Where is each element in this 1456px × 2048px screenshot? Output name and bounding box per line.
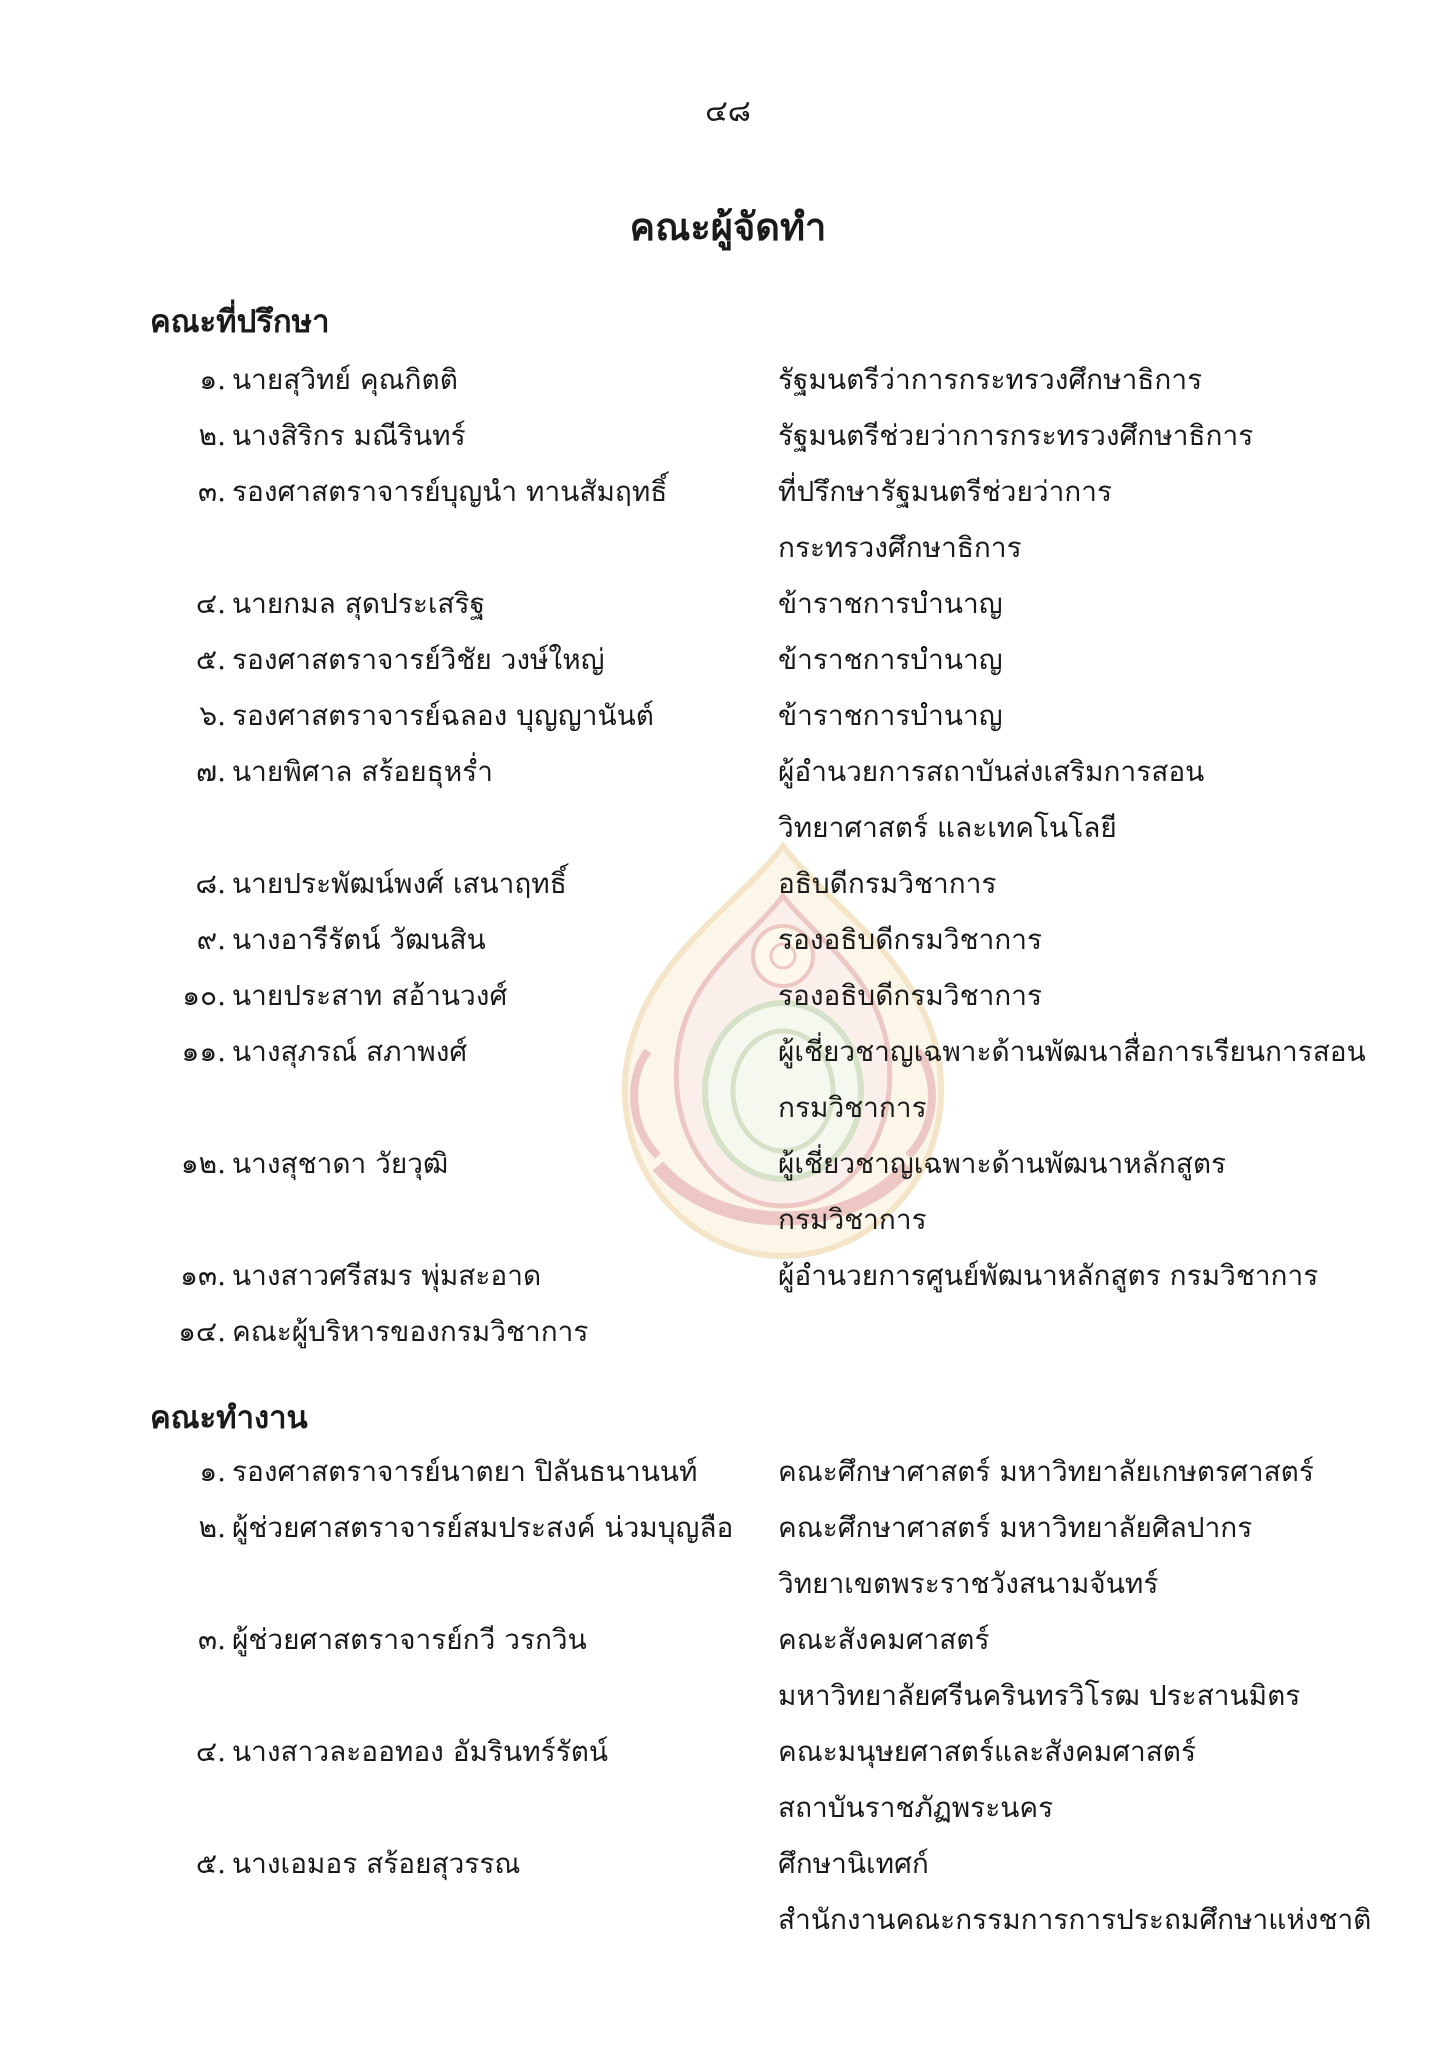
member-position: คณะศึกษาศาสตร์ มหาวิทยาลัยเกษตรศาสตร์ <box>778 1455 1314 1488</box>
working-group-row <box>0 1730 1456 1782</box>
member-name: นางสิริกร มณีรินทร์ <box>232 419 466 452</box>
member-name: คณะผู้บริหารของกรมวิชาการ <box>232 1315 589 1348</box>
advisor-row-continuation <box>0 1198 1456 1250</box>
working-group-row-continuation <box>0 1674 1456 1726</box>
advisor-row <box>0 1310 1456 1362</box>
member-position: ผู้อำนวยการสถาบันส่งเสริมการสอน <box>778 755 1205 788</box>
advisor-row <box>0 974 1456 1026</box>
item-number: ๓. <box>197 1623 226 1656</box>
member-name: นางสุภรณ์ สภาพงศ์ <box>232 1035 468 1068</box>
working-group-row-continuation <box>0 1786 1456 1838</box>
member-position: รัฐมนตรีว่าการกระทรวงศึกษาธิการ <box>778 363 1203 396</box>
advisor-row <box>0 918 1456 970</box>
member-position: ข้าราชการบำนาญ <box>778 643 1003 676</box>
item-number: ๑๓. <box>180 1259 226 1292</box>
advisor-row <box>0 694 1456 746</box>
page-title: คณะผู้จัดทำ <box>629 204 827 249</box>
working-group-row-continuation <box>0 1562 1456 1614</box>
item-number: ๒. <box>198 419 226 452</box>
item-number: ๑. <box>199 363 226 396</box>
working-group-row-continuation <box>0 1898 1456 1950</box>
item-number: ๑๑. <box>181 1035 226 1068</box>
advisor-row <box>0 358 1456 410</box>
advisor-row <box>0 638 1456 690</box>
member-name: รองศาสตราจารย์นาตยา ปิลันธนานนท์ <box>232 1455 698 1488</box>
working-group-row <box>0 1450 1456 1502</box>
item-number: ๒. <box>198 1511 226 1544</box>
member-position: อธิบดีกรมวิชาการ <box>778 867 997 900</box>
advisor-row <box>0 862 1456 914</box>
member-name: นางอารีรัตน์ วัฒนสิน <box>232 923 486 956</box>
working-group-row <box>0 1842 1456 1894</box>
advisor-row-continuation <box>0 526 1456 578</box>
member-position: รองอธิบดีกรมวิชาการ <box>778 923 1043 956</box>
advisor-row <box>0 750 1456 802</box>
member-name: ผู้ช่วยศาสตราจารย์กวี วรกวิน <box>232 1623 587 1656</box>
member-name: นางสาวละออทอง อัมรินทร์รัตน์ <box>232 1735 609 1768</box>
member-name: นายพิศาล สร้อยธุหร่ำ <box>232 755 493 788</box>
advisor-row <box>0 470 1456 522</box>
advisor-row-continuation <box>0 806 1456 858</box>
member-position-line2: วิทยาเขตพระราชวังสนามจันทร์ <box>778 1567 1159 1600</box>
member-name: รองศาสตราจารย์วิชัย วงษ์ใหญ่ <box>232 643 605 676</box>
item-number: ๔. <box>195 587 226 620</box>
section-heading-working-group: คณะทำงาน <box>150 1400 308 1436</box>
member-position-line2: กรมวิชาการ <box>778 1091 927 1124</box>
member-position-line2: มหาวิทยาลัยศรีนครินทรวิโรฒ ประสานมิตร <box>778 1679 1301 1712</box>
member-name: รองศาสตราจารย์ฉลอง บุญญานันต์ <box>232 699 654 732</box>
advisor-row <box>0 1030 1456 1082</box>
member-position: ศึกษานิเทศก์ <box>778 1847 929 1880</box>
member-position: ผู้เชี่ยวชาญเฉพาะด้านพัฒนาสื่อการเรียนการสอน <box>778 1035 1366 1068</box>
advisor-row-continuation <box>0 1086 1456 1138</box>
advisor-row <box>0 1142 1456 1194</box>
member-position-line2: กรมวิชาการ <box>778 1203 927 1236</box>
item-number: ๗. <box>196 755 226 788</box>
member-name: ผู้ช่วยศาสตราจารย์สมประสงค์ น่วมบุญลือ <box>232 1511 734 1544</box>
member-position: คณะศึกษาศาสตร์ มหาวิทยาลัยศิลปากร <box>778 1511 1253 1544</box>
member-position: ข้าราชการบำนาญ <box>778 587 1003 620</box>
item-number: ๑๐. <box>182 979 226 1012</box>
item-number: ๑๔. <box>178 1315 226 1348</box>
item-number: ๖. <box>199 699 226 732</box>
item-number: ๔. <box>195 1735 226 1768</box>
advisor-row <box>0 414 1456 466</box>
section-heading-advisors: คณะที่ปรึกษา <box>150 304 330 340</box>
item-number: ๘. <box>195 867 226 900</box>
working-group-row <box>0 1506 1456 1558</box>
item-number: ๕. <box>195 643 226 676</box>
item-number: ๙. <box>196 923 226 956</box>
working-group-row <box>0 1618 1456 1670</box>
item-number: ๕. <box>195 1847 226 1880</box>
page-number: ๔๘ <box>705 94 751 129</box>
member-position: คณะสังคมศาสตร์ <box>778 1623 990 1656</box>
item-number: ๑. <box>199 1455 226 1488</box>
member-position: ที่ปรึกษารัฐมนตรีช่วยว่าการ <box>778 475 1113 508</box>
member-name: นางสุชาดา วัยวุฒิ <box>232 1147 449 1180</box>
item-number: ๓. <box>197 475 226 508</box>
member-position-line2: วิทยาศาสตร์ และเทคโนโลยี <box>778 811 1117 844</box>
member-position-line2: กระทรวงศึกษาธิการ <box>778 531 1022 564</box>
advisor-row <box>0 582 1456 634</box>
member-name: นางเอมอร สร้อยสุวรรณ <box>232 1847 521 1880</box>
member-name: นางสาวศรีสมร พุ่มสะอาด <box>232 1259 542 1292</box>
member-position: ผู้อำนวยการศูนย์พัฒนาหลักสูตร กรมวิชาการ <box>778 1259 1319 1292</box>
member-position: ผู้เชี่ยวชาญเฉพาะด้านพัฒนาหลักสูตร <box>778 1147 1227 1180</box>
member-name: นายประสาท สอ้านวงศ์ <box>232 979 508 1012</box>
member-position: รัฐมนตรีช่วยว่าการกระทรวงศึกษาธิการ <box>778 419 1254 452</box>
member-name: นายกมล สุดประเสริฐ <box>232 587 486 620</box>
advisor-row <box>0 1254 1456 1306</box>
member-position-line2: สถาบันราชภัฏพระนคร <box>778 1791 1054 1824</box>
item-number: ๑๒. <box>180 1147 226 1180</box>
member-position-line2: สำนักงานคณะกรรมการการประถมศึกษาแห่งชาติ <box>778 1903 1372 1936</box>
member-position: ข้าราชการบำนาญ <box>778 699 1003 732</box>
member-name: นายสุวิทย์ คุณกิตติ <box>232 363 458 396</box>
member-name: นายประพัฒน์พงศ์ เสนาฤทธิ์ <box>232 867 567 900</box>
member-position: คณะมนุษยศาสตร์และสังคมศาสตร์ <box>778 1735 1197 1768</box>
member-position: รองอธิบดีกรมวิชาการ <box>778 979 1043 1012</box>
member-name: รองศาสตราจารย์บุญนำ ทานสัมฤทธิ์ <box>232 475 668 508</box>
